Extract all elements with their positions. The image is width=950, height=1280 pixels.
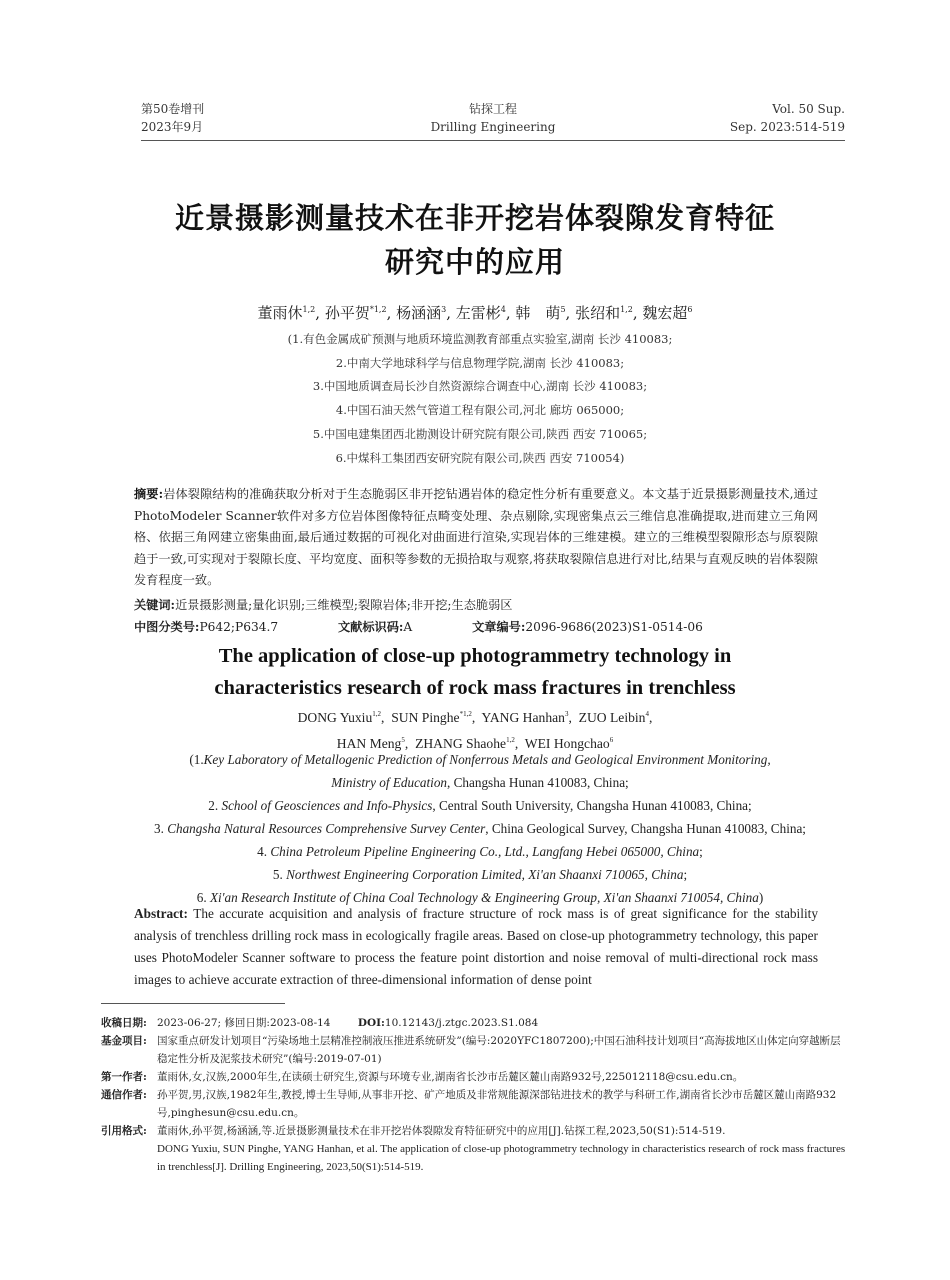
author-cn: 左雷彬$^4$ xyxy=(455,304,506,322)
affiliation-en: 5. Northwest Engineering Corporation Limited, Xi'an Shaanxi 710065, China; xyxy=(272,867,688,882)
first-author-note: 第一作者: 董雨休,女,汉族,2000年生,在读硕士研究生,资源与环境专业,湖南省长沙市岳麓区麓山南路932号,225012118@csu.edu.cn。 xyxy=(101,1071,744,1083)
keywords-cn-label: 关键词: xyxy=(134,598,176,612)
footnotes xyxy=(101,1014,851,1176)
abstract-en-label: Abstract: xyxy=(134,906,188,921)
title-cn-line2: 研究中的应用 xyxy=(384,245,565,279)
author-cn: 董雨休$^{1,2}$ xyxy=(257,304,316,322)
header-volume-en: Vol. 50 Sup. xyxy=(772,102,845,116)
abstract-english xyxy=(134,903,818,991)
title-en-line2: characteristics research of rock mass fractures in trenchless xyxy=(214,677,736,699)
affiliation-cn: 3.中国地质调查局长沙自然资源综合调查中心,湖南 长沙 410083; xyxy=(312,379,648,394)
document-code: 文献标识码:A xyxy=(337,620,413,634)
footnote-divider xyxy=(101,1003,285,1004)
received-date: 收稿日期: 2023-06-27; 修回日期:2023-08-14 DOI:10.12143/j.ztgc.2023.S1.084 xyxy=(101,1017,539,1029)
author-cn: 杨涵涵$^3$ xyxy=(396,304,447,322)
article-number: 文章编号:2096-9686(2023)S1-0514-06 xyxy=(472,620,703,634)
journal-name-en: Drilling Engineering xyxy=(430,120,556,134)
affiliation-en: Ministry of Education, Changsha Hunan 410083, China; xyxy=(331,775,629,790)
title-cn-line1: 近景摄影测量技术在非开挖岩体裂隙发育特征 xyxy=(174,201,775,235)
authors-en-line1: DONG Yuxiu$^{1,2}$, SUN Pinghe$^{*1,2}$, YANG Hanhan$^3$, ZUO Leibin$^4$, xyxy=(297,710,653,725)
author-en: YANG Hanhan$^3$ xyxy=(481,710,569,725)
citation-format: 引用格式: 董雨休,孙平贺,杨涵涵,等.近景摄影测量技术在非开挖岩体裂隙发育特征研究中的应用[J].钻探工程,2023,50(S1):514-519. DONG Yuxiu, SUN Pinghe, YANG Hanhan, et al. The application of close-up photogrammetry technology in characteristics research of rock mass fractures in trenchless[J]. Drilling Engineering, 2023,50(S1):514-519. xyxy=(101,1125,846,1173)
author-en: DONG Yuxiu$^{1,2}$ xyxy=(297,710,381,725)
author-cn: 孙平贺$^{*1,2}$ xyxy=(324,304,387,322)
clc-number: 中图分类号:P642;P634.7 xyxy=(134,620,279,634)
doi: DOI:10.12143/j.ztgc.2023.S1.084 xyxy=(357,1017,539,1029)
abstract-cn-text: 岩体裂隙结构的准确获取分析对于生态脆弱区非开挖钻遇岩体的稳定性分析有重要意义。本文基于近景摄影测量技术,通过PhotoModeler Scanner软件对多方位岩体图像特征点畸变处理、杂点剔除,实现密集点云三维信息准确提取,进而建立三角网格、依据三角网建立密集曲面,最后通过数据的可视化对曲面进行渲染,实现岩体的三维建模。建立的三维模型裂隙形态与原裂隙趋于一致,可实现对于裂隙长度、平均宽度、面积等参数的无损拾取与观察,将获取裂隙信息进行对比,结果与直观反映的岩体裂隙发育程度一致。 xyxy=(134,487,819,587)
author-en: ZUO Leibin$^4$ xyxy=(578,710,649,725)
authors-chinese: 董雨休$^{1,2}$, 孙平贺$^{*1,2}$, 杨涵涵$^3$, 左雷彬$^4$, 韩 萌$^5$, 张绍和$^{1,2}$, 魏宏超$^6$ xyxy=(257,304,693,322)
author-en: ZHANG Shaohe$^{1,2}$ xyxy=(415,736,515,751)
keywords-chinese xyxy=(134,596,818,614)
affiliation-en: 6. Xi'an Research Institute of China Coal Technology & Engineering Group, Xi'an Shaanxi 710054, China) xyxy=(196,890,764,905)
journal-name-cn: 钻探工程 xyxy=(468,102,517,116)
header-volume: 第50卷增刊 xyxy=(141,102,205,116)
running-header xyxy=(141,100,845,141)
affiliation-cn: 5.中国电建集团西北勘测设计研究院有限公司,陕西 西安 710065; xyxy=(312,426,648,441)
authors-en-line2: HAN Meng$^5$, ZHANG Shaohe$^{1,2}$, WEI Hongchao$^6$ xyxy=(336,736,614,751)
author-en: HAN Meng$^5$ xyxy=(336,736,405,751)
title-en-line1: The application of close-up photogrammetry technology in xyxy=(218,645,732,667)
header-pages: Sep. 2023:514-519 xyxy=(729,120,845,134)
author-en: WEI Hongchao$^6$ xyxy=(524,736,614,751)
affiliations-english xyxy=(120,748,840,909)
abstract-chinese xyxy=(134,484,818,592)
affiliation-cn: 6.中煤科工集团西安研究院有限公司,陕西 西安 710054) xyxy=(335,450,625,465)
classification-line xyxy=(134,618,818,636)
affiliation-cn: 4.中国石油天然气管道工程有限公司,河北 廊坊 065000; xyxy=(335,403,625,418)
abstract-cn-label: 摘要: xyxy=(134,487,164,501)
header-right xyxy=(730,100,845,136)
title-english xyxy=(80,640,870,704)
author-cn: 韩 萌$^5$ xyxy=(515,304,566,322)
affiliation-en: 4. China Petroleum Pipeline Engineering Co., Ltd., Langfang Hebei 065000, China; xyxy=(257,844,703,859)
author-en: SUN Pinghe$^{*1,2}$ xyxy=(391,710,472,725)
affiliation-en: 3. Changsha Natural Resources Comprehensive Survey Center, China Geological Survey, Changsha Hunan 410083, China; xyxy=(154,821,806,836)
affiliation-en: (1.Key Laboratory of Metallogenic Prediction of Nonferrous Metals and Geological Environment Monitoring, xyxy=(189,752,771,767)
affiliation-en: 2. School of Geosciences and Info-Physics, Central South University, Changsha Hunan 410083, China; xyxy=(208,798,752,813)
author-cn: 张绍和$^{1,2}$ xyxy=(575,304,633,322)
affiliation-cn: (1.有色金属成矿预测与地质环境监测教育部重点实验室,湖南 长沙 410083; xyxy=(287,332,673,346)
author-cn: 魏宏超$^6$ xyxy=(642,304,693,322)
citation-english: DONG Yuxiu, SUN Pinghe, YANG Hanhan, et al. The application of close-up photogrammetry technology in characteristics research of rock mass fractures in trenchless[J]. Drilling Engineering, 2023,50(S1):514-519. xyxy=(157,1143,846,1173)
header-date-cn: 2023年9月 xyxy=(141,120,204,134)
keywords-cn-text: 近景摄影测量;量化识别;三维模型;裂隙岩体;非开挖;生态脆弱区 xyxy=(175,598,513,612)
title-chinese xyxy=(60,196,890,284)
fund-project: 基金项目: 国家重点研发计划项目“污染场地土层精准控制液压推进系统研发”(编号:2020YFC1807200);中国石油科技计划项目“高海拔地区山体定向穿越断层稳定性分析及泥浆技术研究”(编号:2019-07-01) xyxy=(101,1035,841,1065)
affiliation-cn: 2.中南大学地球科学与信息物理学院,湖南 长沙 410083; xyxy=(335,355,625,370)
corresponding-author-note: 通信作者: 孙平贺,男,汉族,1982年生,教授,博士生导师,从事非开挖、矿产地质及非常规能源深部钻进技术的教学与科研工作,湖南省长沙市岳麓区麓山南路932号,pinghesun@csu.edu.cn。 xyxy=(101,1089,837,1119)
affiliations-chinese xyxy=(200,328,760,470)
abstract-en-text: The accurate acquisition and analysis of fracture structure of rock mass is of great significance for the stability analysis of trenchless drilling rock mass in ecologically fragile areas. Based on close-up photogrammetry technology, this paper uses PhotoModeler Scanner software to process the feature point distortion and noise removal of multi-directional rock mass images to achieve accurate extraction of three-dimensional information of dense point xyxy=(134,906,818,987)
